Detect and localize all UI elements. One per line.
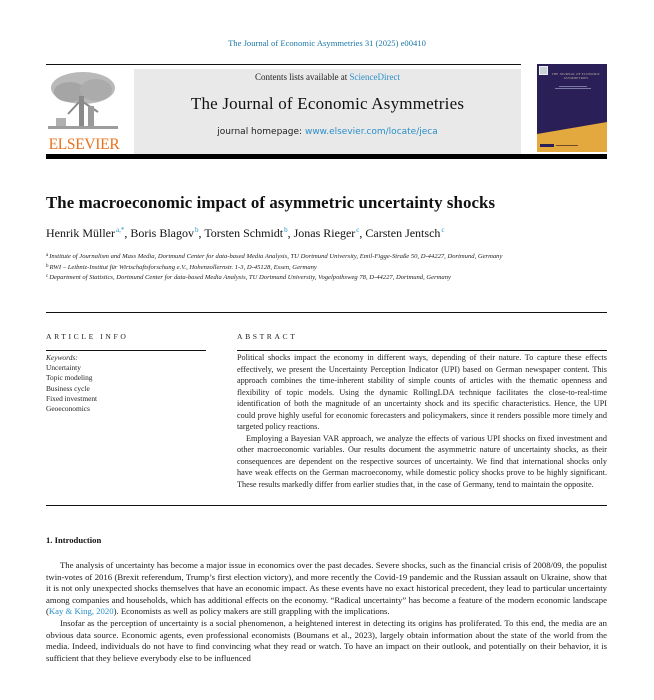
elsevier-tree-icon bbox=[48, 70, 118, 132]
affiliations bbox=[46, 251, 516, 283]
cover-title: THE JOURNAL OF ECONOMIC ASYMMETRIES bbox=[551, 72, 601, 80]
abstract-paragraph: Political shocks impact the economy in different ways, depending of their nature. To capture these effects effectively, we present the Uncertainty Perception Indicator (UPI) based on German newspaper content. This approach combines the time-inherent stability of simple counts of articles with the thematic openness and flexibility of topic models. Using the dynamic RollingLDA technique facilitates the close-to-real-time identification of both the magnitude of an uncertainty shock and its specific characteristics. Hence, the UPI could prove highly useful for economic forecasters and policymakers, since it renders possible more timely and targeted policy reactions. bbox=[237, 353, 607, 431]
author-name[interactable]: Carsten Jentsch bbox=[365, 226, 441, 240]
affiliation-text: Institute of Journalism and Mass Media, Dortmund Center for data-based Media Analysis, TU Dortmund University, Emil-Figge-Straße 50, D-44227, Dortmund, Germany bbox=[49, 253, 503, 260]
abstract-body bbox=[237, 352, 607, 490]
cover-publisher-text bbox=[556, 145, 578, 147]
author-affil-link[interactable]: b bbox=[284, 226, 288, 234]
author-name[interactable]: Torsten Schmidt bbox=[204, 226, 284, 240]
article-info-heading: ARTICLE INFO bbox=[46, 332, 129, 341]
author-name[interactable]: Henrik Müller bbox=[46, 226, 115, 240]
masthead-bottom-rule bbox=[46, 154, 607, 159]
section-heading-introduction: 1. Introduction bbox=[46, 535, 102, 545]
journal-homepage-link[interactable]: www.elsevier.com/locate/jeca bbox=[304, 127, 438, 137]
affiliation-label: a bbox=[46, 253, 49, 258]
cover-subtitle-line bbox=[559, 86, 587, 87]
paragraph-text: The analysis of uncertainty has become a major issue in economics over the past decades. Severe shocks, such as the financial crisis of 2008/09, the populist twin-votes of 2016 (Brexit referendum, Trump’s first election victory), and more recently the Covid-19 pandemic and the Russian assault on Ukraine, show that it is not only unexpected shocks themselves that have an economic impact. As these events have no exact historical precedent, they lead to particular uncertainty among companies and households, which has additional effects on the economy. “Radical uncertainty” has become a feature of the modern economic landscape ( bbox=[46, 560, 607, 617]
abstract-heading: ABSTRACT bbox=[237, 332, 298, 341]
keyword-item: Uncertainty bbox=[46, 363, 81, 373]
affiliation-item bbox=[46, 251, 516, 262]
contents-line bbox=[134, 72, 521, 82]
keyword-item: Fixed investment bbox=[46, 393, 98, 403]
elsevier-logo bbox=[46, 68, 122, 154]
author-affil-link[interactable]: a,* bbox=[115, 226, 125, 234]
sciencedirect-link[interactable]: ScienceDirect bbox=[349, 72, 400, 82]
body-paragraph bbox=[46, 560, 607, 618]
affiliation-text: Department of Statistics, Dortmund Center for data-based Media Analysis, TU Dortmund University, Vogelpothsweg 78, D-44227, Dortmund, Germany bbox=[49, 274, 451, 282]
keywords-label: Keywords: bbox=[46, 353, 78, 362]
affiliation-label: b bbox=[46, 263, 49, 269]
keywords-block bbox=[46, 353, 97, 414]
abstract-rule bbox=[237, 350, 607, 351]
homepage-line bbox=[134, 127, 521, 137]
body-paragraph: Insofar as the perception of uncertainty is a social phenomenon, a heightened interest in detecting its origins has proliferated. To this end, the media are an obvious data source. Economic agents, even professional economists (Boumans et al., 2023), largely obtain information about the state of the world from the media. Indeed, individuals do not have to find convincing what they read or watch. To have an impact on their outlook, and potentially on their behavior, it is sufficient that they believe everybody else to be influenced bbox=[46, 617, 607, 663]
abstract-paragraph: Employing a Bayesian VAR approach, we analyze the effects of various UPI shocks on fixed investment and other macroeconomic variables. Our results document the asymmetric nature of uncertainty shocks, as their consequences are dependent on the respective sources of uncertainty. We find that international shocks only have weak effects on the German macroeconomy, while domestic policy shocks prove to be highly significant. These results markedly differ from earlier studies that, in the case of Germany, tend to maintain the opposite. bbox=[237, 433, 607, 489]
masthead-top-rule bbox=[46, 64, 521, 65]
author-affil-link[interactable]: c bbox=[356, 226, 360, 234]
author-name[interactable]: Jonas Rieger bbox=[293, 226, 356, 240]
article-title: The macroeconomic impact of asymmetric uncertainty shocks bbox=[46, 193, 496, 212]
article-info-rule bbox=[46, 350, 206, 351]
cover-subtitle-line bbox=[555, 88, 591, 89]
elsevier-wordmark: ELSEVIER bbox=[48, 136, 120, 153]
keyword-item: Business cycle bbox=[46, 383, 90, 393]
keyword-item: Geoeconomics bbox=[46, 404, 90, 414]
affiliation-label: c bbox=[46, 274, 49, 280]
paragraph-text: ). Economists as well as policy makers are still grappling with the implications. bbox=[113, 606, 390, 617]
keyword-item: Topic modeling bbox=[46, 373, 93, 383]
affiliation-text: RWI – Leibniz-Institut für Wirtschaftsforschung e.V., Hohenzollernstr. 1-3, D-45128, Essen, Germany bbox=[49, 263, 317, 271]
cover-emblem-icon bbox=[539, 66, 548, 75]
affiliation-item bbox=[46, 262, 516, 273]
journal-masthead bbox=[46, 64, 606, 158]
affiliation-item bbox=[46, 272, 516, 283]
header-divider bbox=[46, 312, 607, 313]
cover-gold-band bbox=[537, 122, 607, 152]
masthead-center bbox=[134, 69, 521, 154]
journal-cover-thumbnail[interactable] bbox=[537, 64, 607, 152]
contents-prefix: Contents lists available at bbox=[255, 72, 350, 82]
author-list: Henrik Müller$^{a,*}$, Boris Blagov$^b$, Torsten Schmidt$^b$, Jonas Rieger$^c$, Carsten Jentsch$^c$ bbox=[46, 226, 445, 240]
cover-publisher-mark bbox=[540, 144, 554, 147]
citation-link[interactable]: Kay & King, 2020 bbox=[48, 606, 114, 617]
running-head[interactable]: The Journal of Economic Asymmetries 31 (2025) e00410 bbox=[228, 38, 426, 48]
author-affil-link[interactable]: b bbox=[195, 226, 199, 234]
abstract-bottom-rule bbox=[46, 505, 607, 506]
introduction-body bbox=[46, 560, 607, 664]
author-affil-link[interactable]: c bbox=[441, 226, 445, 234]
homepage-prefix: journal homepage: bbox=[217, 127, 305, 137]
journal-title: The Journal of Economic Asymmetries bbox=[190, 94, 465, 113]
author-name[interactable]: Boris Blagov bbox=[130, 226, 195, 240]
